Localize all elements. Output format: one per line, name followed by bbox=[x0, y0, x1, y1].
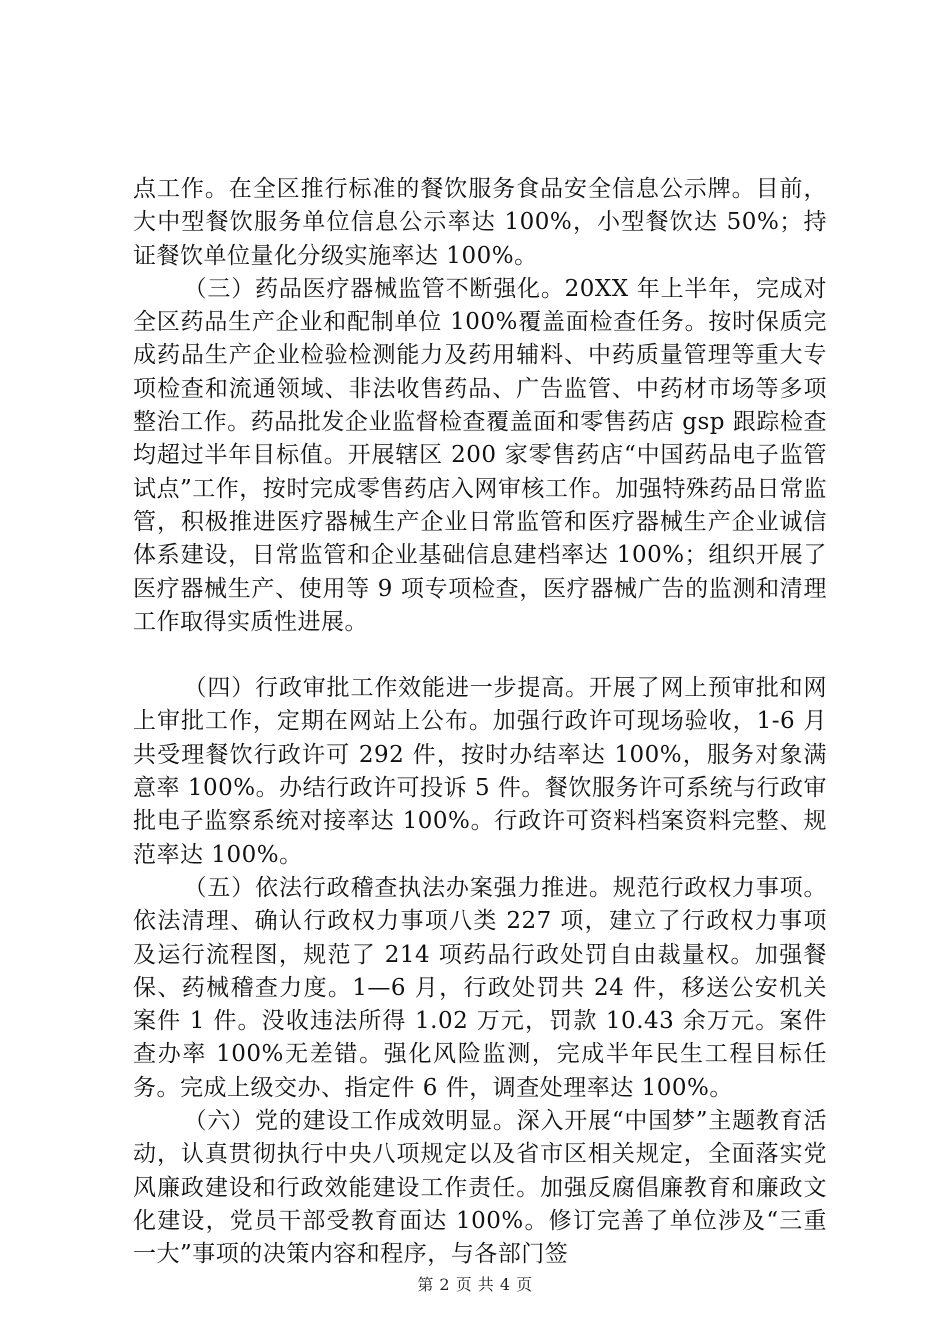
body-text bbox=[133, 173, 827, 1272]
page-footer: 第 2 页 共 4 页 bbox=[417, 1275, 533, 1294]
paragraph-drug-device-supervision: （三）药品医疗器械监管不断强化。20XX 年上半年，完成对全区药品生产企业和配制单位 100%覆盖面检查任务。按时保质完成药品生产企业检验检测能力及药用辅料、中药质量管理等重大专项检查和流通领域、非法收售药品、广告监管、中药材市场等多项整治工作。药品批发企业监督检查覆盖面和零售药店 gsp 跟踪检查均超过半年目标值。开展辖区 200 家零售药店“中国药品电子监管试点”工作，按时完成零售药店入网审核工作。加强特殊药品日常监管，积极推进医疗器械生产企业日常监管和医疗器械生产企业诚信体系建设，日常监管和企业基础信息建档率达 100%；组织开展了医疗器械生产、使用等 9 项专项检查，医疗器械广告的监测和清理工作取得实质性进展。 bbox=[133, 275, 827, 635]
paragraph-law-enforcement: （五）依法行政稽查执法办案强力推进。规范行政权力事项。依法清理、确认行政权力事项八类 227 项，建立了行政权力事项及运行流程图，规范了 214 项药品行政处罚自由裁量权。加强餐保、药械稽查力度。1—6 月，行政处罚共 24 件，移送公安机关案件 1 件。没收违法所得 1.02 万元，罚款 10.43 余万元。案件查办率 100%无差错。强化风险监测，完成半年民生工程目标任务。完成上级交办、指定件 6 件，调查处理率达 100%。 bbox=[133, 874, 827, 1101]
paragraph-party-building: （六）党的建设工作成效明显。深入开展“中国梦”主题教育活动，认真贯彻执行中央八项规定以及省市区相关规定，全面落实党风廉政建设和行政效能建设工作责任。加强反腐倡廉教育和廉政文化建设，党员干部受教育面达 100%。修订完善了单位涉及“三重一大”事项的决策内容和程序，与各部门签 bbox=[133, 1108, 827, 1268]
paragraph-administrative-approval: （四）行政审批工作效能进一步提高。开展了网上预审批和网上审批工作，定期在网站上公布。加强行政许可现场验收，1-6 月共受理餐饮行政许可 292 件，按时办结率达 100%，服务对象满意率 100%。办结行政许可投诉 5 件。餐饮服务许可系统与行政审批电子监察系统对接率达 100%。行政许可资料档案资料完整、规范率达 100%。 bbox=[133, 675, 827, 868]
paragraph-food-safety-continued: 点工作。在全区推行标准的餐饮服务食品安全信息公示牌。目前，大中型餐饮服务单位信息公示率达 100%，小型餐饮达 50%；持证餐饮单位量化分级实施率达 100%。 bbox=[133, 176, 827, 269]
